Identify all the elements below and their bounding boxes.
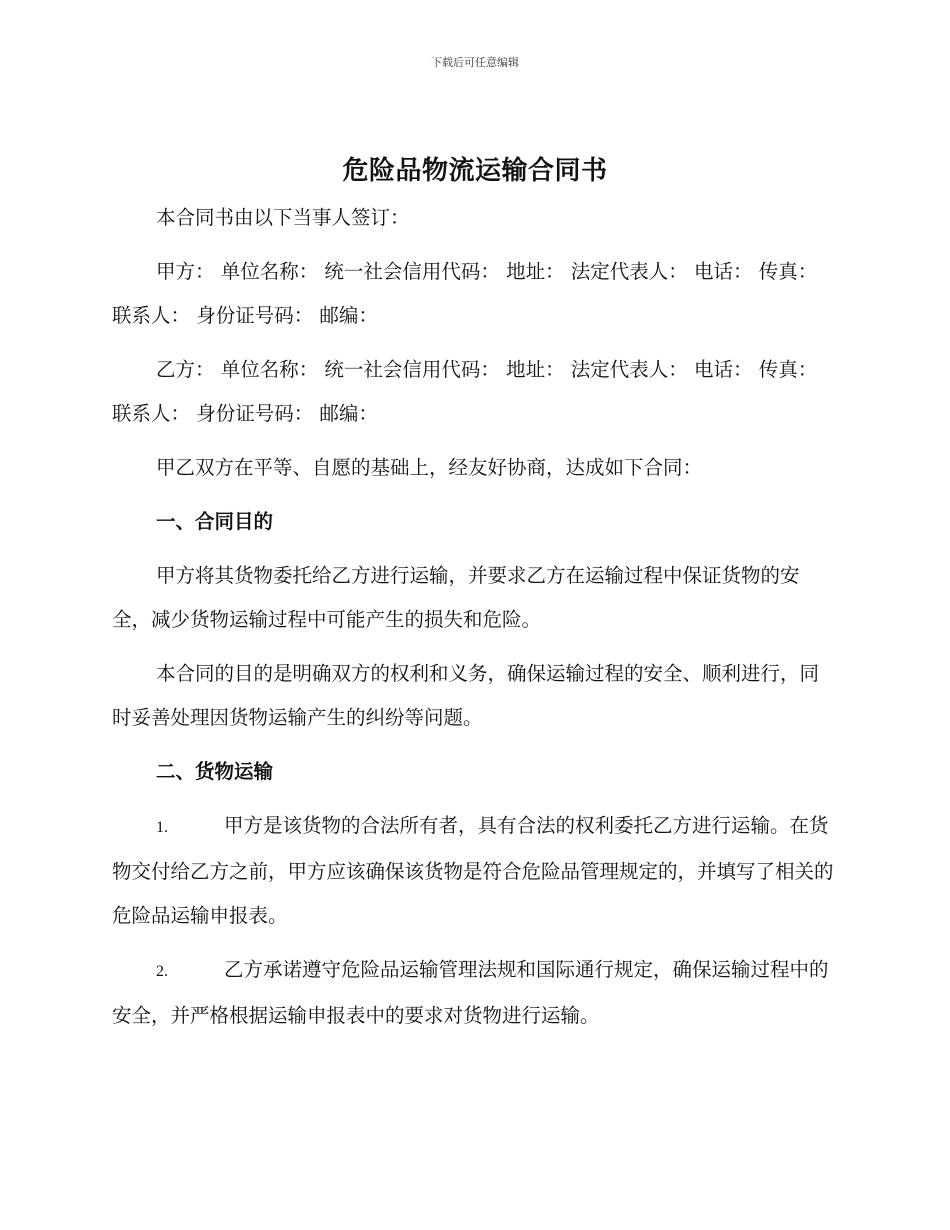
item-text: 乙方承诺遵守危险品运输管理法规和国际通行规定，确保运输过程中的安全，并严格根据运输申报表中的要求对货物进行运输。 — [112, 958, 829, 1027]
document-title: 危险品物流运输合同书 — [342, 156, 608, 186]
intro-paragraph: 本合同书由以下当事人签订： — [156, 206, 410, 229]
item-number: 2. — [156, 963, 168, 980]
agreement-paragraph: 甲乙双方在平等、自愿的基础上，经友好协商，达成如下合同： — [156, 456, 703, 479]
section-heading-transport: 二、货物运输 — [156, 760, 274, 783]
item-number: 1. — [156, 819, 168, 836]
transport-item-1 — [112, 804, 837, 938]
party-b-paragraph: 乙方： 单位名称： 统一社会信用代码： 地址： 法定代表人： 电话： 传真： 联系人： 身份证号码： 邮编： — [112, 358, 818, 425]
purpose-paragraph-2: 本合同的目的是明确双方的权利和义务，确保运输过程的安全、顺利进行，同时妥善处理因货物运输产生的纠纷等问题。 — [112, 662, 820, 729]
section-heading-purpose: 一、合同目的 — [156, 510, 274, 533]
document-body — [112, 196, 837, 1038]
page-header-note: 下载后可任意编辑 — [431, 56, 519, 69]
item-text: 甲方是该货物的合法所有者，具有合法的权利委托乙方进行运输。在货物交付给乙方之前，甲方应该确保该货物是符合危险品管理规定的，并填写了相关的危险品运输申报表。 — [112, 814, 834, 927]
party-a-paragraph: 甲方： 单位名称： 统一社会信用代码： 地址： 法定代表人： 电话： 传真： 联系人： 身份证号码： 邮编： — [112, 260, 818, 327]
transport-item-2 — [112, 948, 837, 1038]
purpose-paragraph-1: 甲方将其货物委托给乙方进行运输，并要求乙方在运输过程中保证货物的安全，减少货物运输过程中可能产生的损失和危险。 — [112, 564, 800, 631]
